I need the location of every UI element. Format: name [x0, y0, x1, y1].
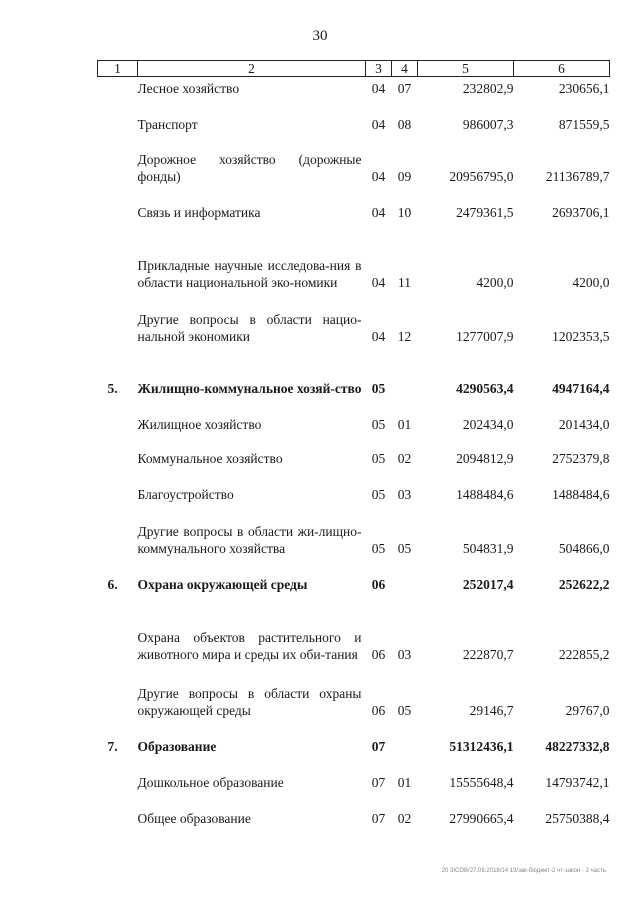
- row-section-code: 06: [371, 702, 386, 718]
- row-value-col5: 202434,0: [462, 416, 514, 432]
- row-section-code: 04: [371, 168, 386, 184]
- row-name: Прикладные научные исследова-ния в области национальной эко-номики: [137, 257, 362, 290]
- row-section-code: 04: [371, 80, 386, 96]
- row-value-col5: 27990665,4: [449, 810, 514, 826]
- table-row: [98, 291, 610, 345]
- budget-table: [97, 60, 610, 827]
- table-row: [98, 663, 610, 719]
- row-index: [98, 503, 138, 557]
- row-section-code: 05: [371, 416, 386, 432]
- row-value-col5: 1277007,9: [456, 328, 514, 344]
- row-index: [98, 755, 138, 791]
- table-row: [98, 185, 610, 221]
- row-subsection-code: 08: [397, 116, 412, 132]
- row-section-code: 06: [371, 646, 386, 662]
- row-subsection-code: 12: [397, 328, 412, 344]
- row-value-col5: 222870,7: [462, 646, 514, 662]
- row-value-col5: 20956795,0: [449, 168, 514, 184]
- row-name: Дорожное хозяйство (дорожные фонды): [137, 151, 362, 184]
- row-section-code: 07: [371, 810, 386, 826]
- header-col-2: 2: [138, 61, 366, 77]
- row-value-col5: 15555648,4: [449, 774, 514, 790]
- header-col-5: 5: [418, 61, 514, 77]
- row-section-code: 05: [371, 540, 386, 556]
- row-index: [98, 185, 138, 221]
- row-subsection-code: 01: [397, 774, 412, 790]
- row-name: Благоустройство: [137, 486, 234, 502]
- row-value-col5: 504831,9: [462, 540, 514, 556]
- row-section-code: 07: [371, 774, 386, 790]
- row-name: Жилищно-коммунальное хозяй-ство: [137, 380, 362, 396]
- row-subsection-code: [392, 345, 418, 397]
- row-name: Связь и информатика: [137, 204, 261, 220]
- row-subsection-code: 09: [397, 168, 412, 184]
- row-index: 7.: [107, 738, 118, 754]
- row-name: Транспорт: [137, 116, 198, 132]
- row-index: [98, 433, 138, 467]
- row-value-col6: 871559,5: [558, 116, 610, 132]
- row-name: Другие вопросы в области охраны окружающей среды: [137, 685, 362, 718]
- header-col-1: 1: [98, 61, 138, 77]
- row-index: [98, 133, 138, 185]
- table-row: [98, 133, 610, 185]
- row-index: [98, 397, 138, 433]
- table-row: [98, 755, 610, 791]
- row-value-col6: 2752379,8: [552, 450, 610, 466]
- header-col-6: 6: [514, 61, 610, 77]
- row-value-col6: 1488484,6: [552, 486, 610, 502]
- row-value-col6: 252622,2: [558, 576, 610, 592]
- row-name: Коммунальное хозяйство: [137, 450, 283, 466]
- page-number: 30: [312, 28, 328, 44]
- row-value-col5: 252017,4: [462, 576, 514, 592]
- row-name: Другие вопросы в области нацио-нальной экономики: [137, 311, 362, 344]
- budget-table-body: [98, 61, 610, 827]
- row-section-code: 04: [371, 204, 386, 220]
- table-row: [98, 467, 610, 503]
- row-subsection-code: 05: [397, 540, 412, 556]
- row-section-code: 07: [371, 738, 386, 754]
- row-value-col5: 29146,7: [469, 702, 514, 718]
- row-name: Жилищное хозяйство: [137, 416, 262, 432]
- row-value-col5: 986007,3: [462, 116, 514, 132]
- row-index: [98, 791, 138, 827]
- row-value-col5: 4200,0: [476, 274, 514, 290]
- row-value-col6: 230656,1: [558, 80, 610, 96]
- row-value-col5: 2479361,5: [456, 204, 514, 220]
- row-subsection-code: 11: [398, 274, 411, 290]
- row-index: [98, 291, 138, 345]
- row-value-col6: 21136789,7: [545, 168, 610, 184]
- row-subsection-code: [392, 719, 418, 755]
- row-value-col6: 14793742,1: [545, 774, 610, 790]
- table-row: [98, 77, 610, 97]
- table-header-row: [98, 61, 610, 77]
- row-section-code: 05: [371, 380, 386, 396]
- row-subsection-code: 03: [397, 486, 412, 502]
- row-index: 5.: [107, 380, 118, 396]
- table-row: [98, 345, 610, 397]
- table-row: [98, 221, 610, 291]
- row-index: [98, 97, 138, 133]
- table-row: [98, 791, 610, 827]
- row-index: [98, 593, 138, 663]
- row-name: Лесное хозяйство: [137, 80, 240, 96]
- row-value-col6: 4200,0: [572, 274, 610, 290]
- row-subsection-code: 05: [397, 702, 412, 718]
- row-value-col6: 1202353,5: [552, 328, 610, 344]
- row-section-code: 04: [371, 116, 386, 132]
- row-value-col6: 2693706,1: [552, 204, 610, 220]
- row-name: Охрана окружающей среды: [137, 576, 308, 592]
- row-index: [98, 221, 138, 291]
- row-value-col6: 48227332,8: [545, 738, 610, 754]
- row-value-col6: 504866,0: [558, 540, 610, 556]
- row-subsection-code: 10: [397, 204, 412, 220]
- row-subsection-code: 03: [397, 646, 412, 662]
- footer-document-code: 20 3ICOB/27.09.2018/14 13/зак-бюджет-2 чт-закон - 2 часть: [441, 868, 606, 874]
- row-name: Дошкольное образование: [137, 774, 284, 790]
- row-name: Другие вопросы в области жи-лищно-коммунального хозяйства: [137, 523, 362, 556]
- row-index: 6.: [107, 576, 118, 592]
- table-row: [98, 593, 610, 663]
- row-section-code: 05: [371, 486, 386, 502]
- row-value-col6: 201434,0: [558, 416, 610, 432]
- row-section-code: 04: [371, 274, 386, 290]
- row-value-col6: 222855,2: [558, 646, 610, 662]
- row-value-col5: 4290563,4: [456, 380, 514, 396]
- row-subsection-code: 02: [397, 810, 412, 826]
- table-row: [98, 719, 610, 755]
- row-name: Общее образование: [137, 810, 251, 826]
- row-section-code: 04: [371, 328, 386, 344]
- row-section-code: 05: [371, 450, 386, 466]
- row-subsection-code: 07: [397, 80, 412, 96]
- row-subsection-code: [392, 557, 418, 593]
- table-row: [98, 557, 610, 593]
- table-row: [98, 433, 610, 467]
- header-col-3: 3: [366, 61, 392, 77]
- row-value-col6: 25750388,4: [545, 810, 610, 826]
- row-value-col5: 1488484,6: [456, 486, 514, 502]
- row-index: [98, 77, 138, 97]
- row-value-col6: 29767,0: [565, 702, 610, 718]
- row-value-col5: 232802,9: [462, 80, 514, 96]
- header-col-4: 4: [392, 61, 418, 77]
- table-row: [98, 503, 610, 557]
- row-subsection-code: 01: [397, 416, 412, 432]
- row-index: [98, 663, 138, 719]
- row-value-col6: 4947164,4: [552, 380, 610, 396]
- row-subsection-code: 02: [397, 450, 412, 466]
- table-row: [98, 397, 610, 433]
- row-index: [98, 467, 138, 503]
- row-value-col5: 2094812,9: [456, 450, 514, 466]
- row-name: Образование: [137, 738, 217, 754]
- row-section-code: 06: [371, 576, 386, 592]
- row-value-col5: 51312436,1: [449, 738, 514, 754]
- row-name: Охрана объектов растительного и животного мира и среды их оби-тания: [137, 629, 362, 662]
- table-row: [98, 97, 610, 133]
